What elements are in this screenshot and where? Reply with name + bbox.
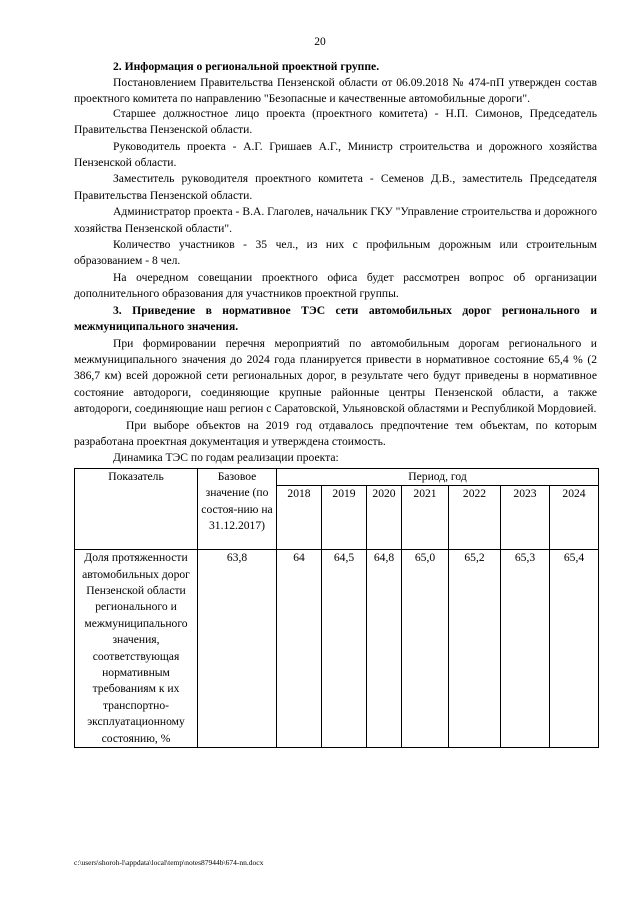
header-year: 2022	[449, 486, 501, 550]
header-year: 2024	[550, 486, 599, 550]
header-year: 2019	[322, 486, 367, 550]
header-indicator: Показатель	[75, 468, 198, 549]
page-number: 20	[314, 36, 326, 48]
paragraph: На очередном совещании проектного офиса будет рассмотрен вопрос об организации дополнительного образования для участников проектной группы.	[74, 270, 597, 301]
document-body	[74, 59, 597, 748]
file-path-footer: c:\users\shoroh-l\appdata\local\temp\notes87944b\674-nn.docx	[74, 858, 264, 867]
row-indicator: Доля протяженности автомобильных дорог Пензенской области регионального и межмуниципального значения, соответствующая нормативным требованиям к их транспортно-эксплуатационному состоянию, %	[75, 550, 198, 748]
header-year: 2023	[501, 486, 550, 550]
paragraph: Руководитель проекта - А.Г. Гришаев А.Г., Министр строительства и дорожного хозяйства Пензенской области.	[74, 139, 597, 170]
header-year: 2018	[277, 486, 322, 550]
paragraph: Администратор проекта - В.А. Глаголев, начальник ГКУ "Управление строительства и дорожного хозяйства Пензенской области".	[74, 205, 597, 235]
dynamics-table	[74, 468, 599, 748]
section-3-heading: 3. Приведение в нормативное ТЭС сети автомобильных дорог регионального и межмуниципального значения.	[74, 303, 597, 334]
row-value: 65,2	[449, 550, 501, 748]
row-value: 64,5	[322, 550, 367, 748]
paragraph: Старшее должностное лицо проекта (проектного комитета) - Н.П. Симонов, Председатель Правительства Пензенской области.	[74, 106, 597, 137]
header-base-value: Базовое значение (по состоя-нию на 31.12.2017)	[198, 468, 277, 549]
table-intro: Динамика ТЭС по годам реализации проекта:	[113, 451, 339, 465]
paragraph: При формировании перечня мероприятий по автомобильным дорогам регионального и межмуниципального значения до 2024 года планируется привести в нормативное состояние 65,4 % (2 386,7 км) всей дорожной сети региональных дорог, в результате чего будут приведены в нормативное состояние автодороги, соединяющие крупные районные центры Пензенской области, а также автодороги, соединяющие наш регион с Саратовской, Ульяновской областями и Республикой Мордовией.	[74, 336, 597, 416]
paragraph: При выборе объектов на 2019 год отдавалось предпочтение тем объектам, по которым разработана проектная документация и утверждена стоимость.	[74, 418, 597, 448]
row-base-value: 63,8	[198, 550, 277, 748]
paragraph: Количество участников - 35 чел., из них с профильным дорожным или строительным образованием - 8 чел.	[74, 238, 597, 268]
header-period: Период, год	[277, 468, 599, 485]
header-year: 2020	[367, 486, 402, 550]
table-row	[75, 550, 599, 748]
row-value: 64	[277, 550, 322, 748]
row-value: 65,0	[402, 550, 449, 748]
paragraph: Заместитель руководителя проектного комитета - Семенов Д.В., заместитель Председателя Правительства Пензенской области.	[74, 172, 597, 202]
paragraph: Постановлением Правительства Пензенской области от 06.09.2018 № 474-пП утвержден состав проектного комитета по направлению "Безопасные и качественные автомобильные дороги".	[74, 76, 597, 105]
section-2-heading: 2. Информация о региональной проектной группе.	[113, 60, 380, 73]
row-value: 64,8	[367, 550, 402, 748]
header-year: 2021	[402, 486, 449, 550]
row-value: 65,3	[501, 550, 550, 748]
row-value: 65,4	[550, 550, 599, 748]
